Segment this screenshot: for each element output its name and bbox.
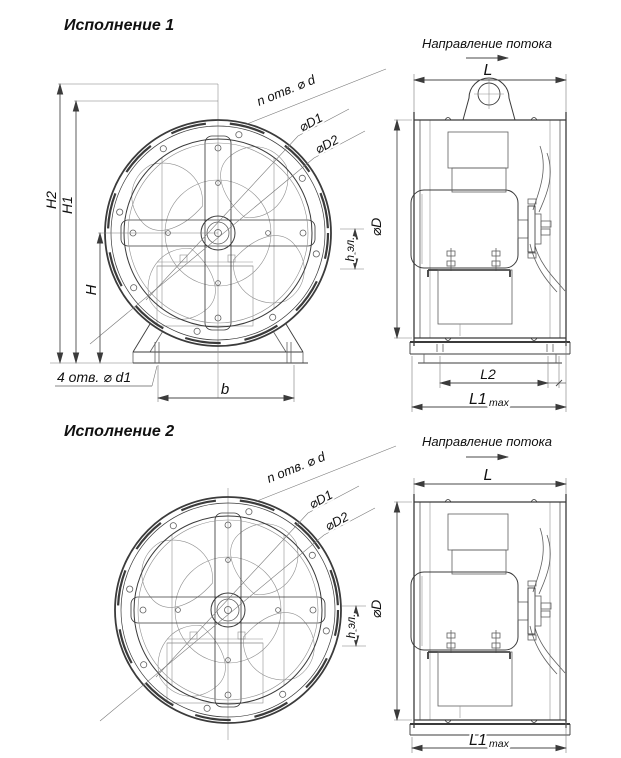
label-dia-d-2: ⌀D	[368, 599, 384, 619]
label-b: b	[220, 381, 230, 398]
lifting-eye	[463, 78, 515, 120]
label-l1-2: L1	[469, 732, 487, 749]
dimension-l2	[440, 356, 566, 388]
label-dia-d1-2: ⌀D1	[306, 486, 335, 512]
base-rail-2	[410, 724, 570, 735]
dimension-b	[158, 365, 294, 402]
dimension-feet-holes	[55, 366, 157, 386]
label-flow-2: Направление потока	[422, 434, 552, 449]
base-rail-1	[410, 342, 570, 363]
label-h-el-2: h эл.	[346, 613, 358, 639]
label-l1-1: L1	[469, 391, 487, 408]
label-h1: H1	[59, 196, 75, 214]
front-view-version2	[100, 446, 396, 740]
label-rim-holes-1: n отв. ⌀ d	[254, 71, 318, 109]
label-l-1: L	[483, 62, 493, 79]
label-l1max-sub-2: max	[489, 738, 509, 750]
side-core	[411, 112, 566, 346]
label-l2: L2	[480, 366, 496, 382]
label-l-2: L	[483, 467, 493, 484]
label-h2: H2	[43, 191, 59, 209]
title-version2: Исполнение 2	[64, 423, 175, 440]
label-l1max-sub-1: max	[489, 397, 509, 409]
flow-direction-2	[422, 434, 552, 457]
diameter-leaders	[90, 69, 386, 344]
label-dia-d2-2: ⌀D2	[322, 508, 351, 534]
dimension-l1max-2	[412, 722, 566, 753]
dimension-h-el-2	[342, 606, 366, 646]
label-rim-holes-2: n отв. ⌀ d	[264, 448, 328, 486]
side-core-2	[411, 494, 566, 728]
dimension-dia-d-1	[368, 120, 412, 338]
label-flow-1: Направление потока	[422, 36, 552, 51]
dimension-l-1	[414, 62, 566, 112]
label-h-el-1: h эл.	[345, 236, 357, 262]
label-h: H	[83, 284, 100, 296]
label-dia-d2-1: ⌀D2	[312, 131, 341, 157]
dimension-h-el-1	[340, 229, 364, 269]
dimension-l-2	[414, 467, 566, 494]
label-dia-d-1: ⌀D	[368, 217, 384, 237]
flow-direction-1	[422, 36, 552, 58]
front-view-version1	[43, 69, 386, 402]
title-version1: Исполнение 1	[64, 17, 175, 34]
side-view-version1	[368, 36, 570, 412]
label-dia-d1-1: ⌀D1	[296, 109, 325, 135]
diameter-leaders-2	[100, 446, 396, 721]
version2-section	[64, 423, 570, 753]
side-view-version2	[368, 434, 570, 753]
version1-section	[43, 17, 570, 412]
label-feet-holes: 4 отв. ⌀ d1	[57, 369, 132, 385]
dimension-dia-d-2	[368, 502, 412, 720]
